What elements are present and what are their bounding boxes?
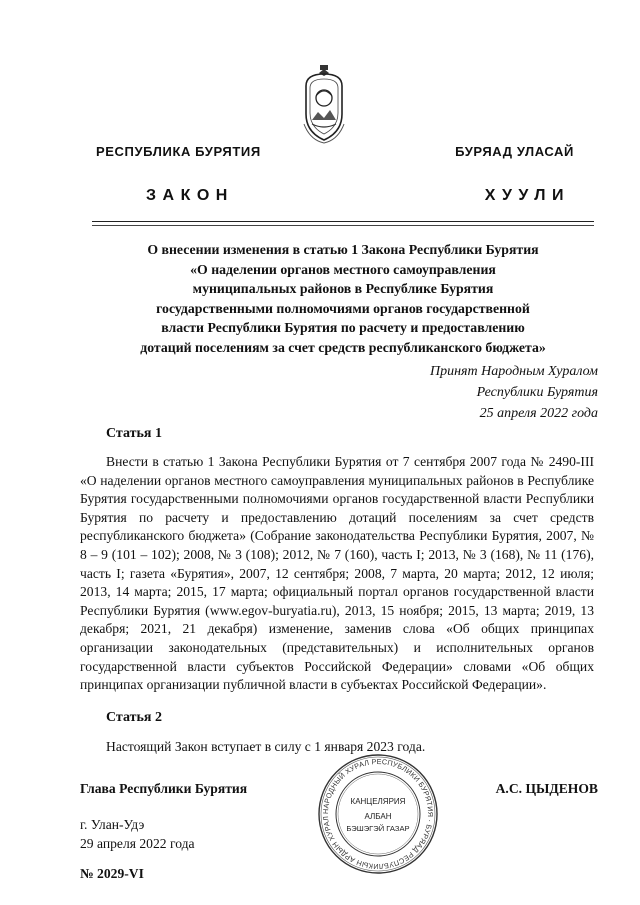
coat-of-arms-icon [300,64,348,146]
title-line: О внесении изменения в статью 1 Закона Республики Бурятия [147,242,539,257]
title-line: государственными полномочиями органов государственной [156,300,530,316]
header-rule [92,221,594,222]
title-line: муниципальных районов в Республике Бурятия [192,281,494,296]
law-label-ru: ЗАКОН [146,187,234,204]
law-title [92,240,594,357]
adoption-line: Принят Народным Хуралом [429,364,598,379]
law-label-bu: ХУУЛИ [484,187,570,204]
title-line: власти Республики Бурятия по расчету и предоставлению [161,320,525,335]
adoption-date: 25 апреля 2022 года [479,406,598,421]
stamp-line: АЛБАН [364,812,392,821]
signatory-name: А.С. ЦЫДЕНОВ [495,781,598,796]
official-stamp [316,752,440,876]
signatory-position: Глава Республики Бурятия [80,781,248,796]
law-number: № 2029-VI [80,866,144,881]
article-1-heading: Статья 1 [106,426,162,441]
title-line: дотаций поселениям за счет средств республиканского бюджета» [140,339,546,355]
signing-city: г. Улан-Удэ [80,817,145,832]
republic-name-ru: РЕСПУБЛИКА БУРЯТИЯ [96,144,261,159]
signing-date: 29 апреля 2022 года [80,835,195,851]
republic-name-bu: БУРЯАД УЛАСАЙ [455,144,574,159]
adoption-line: Республики Бурятия [476,385,598,400]
signing-place [80,816,195,853]
stamp-ring-text: НАРОДНЫЙ ХУРАЛ РЕСПУБЛИКИ БУРЯТИЯ · БУРЯАД РЕСПУБЛИКЫН АРДЫН ХУРАЛ [320,756,436,872]
adoption-note [430,361,598,424]
article-1-text: Внести в статью 1 Закона Республики Бурятия от 7 сентября 2007 года № 2490-III «О наделении органов местного самоуправления муниципальных районов в Республике Бурятия государственными полномочиями органов государственной власти Республики Бурятия по расчету и предоставлению дотаций поселениям за счет средств республиканского бюджета» (Собрание законодательства Республики Бурятия, 2007, № 8 – 9 (101 – 102); 2008, № 3 (108); 2012, № 7 (160), часть I; 2013, № 3 (168), № 11 (176), часть I; газета «Бурятия», 2007, 12 сентября; 2008, 7 марта, 20 марта; 2012, 12 июля; 2013, 14 марта; 2015, 17 марта; официальный портал органов государственной власти Республики Бурятия (www.egov-buryatia.ru), 2013, 15 ноября; 2015, 13 марта; 2019, 13 декабря; 2021, 21 декабря) изменение, заменив слова «Об общих принципах организации законодательных (представительных) и исполнительных органов государственной власти субъектов Российской Федерации» словами «Об общих принципах организации публичной власти в субъектах Российской Федерации». [80,454,594,693]
stamp-line: БЭШЭГЭЙ ГАЗАР [346,824,410,833]
article-2-text: Настоящий Закон вступает в силу с 1 января 2023 года. [106,739,426,754]
header-rule-thin [92,225,594,226]
title-line: «О наделении органов местного самоуправления [190,261,496,277]
article-2-heading: Статья 2 [106,710,162,725]
stamp-line: КАНЦЕЛЯРИЯ [350,797,406,806]
